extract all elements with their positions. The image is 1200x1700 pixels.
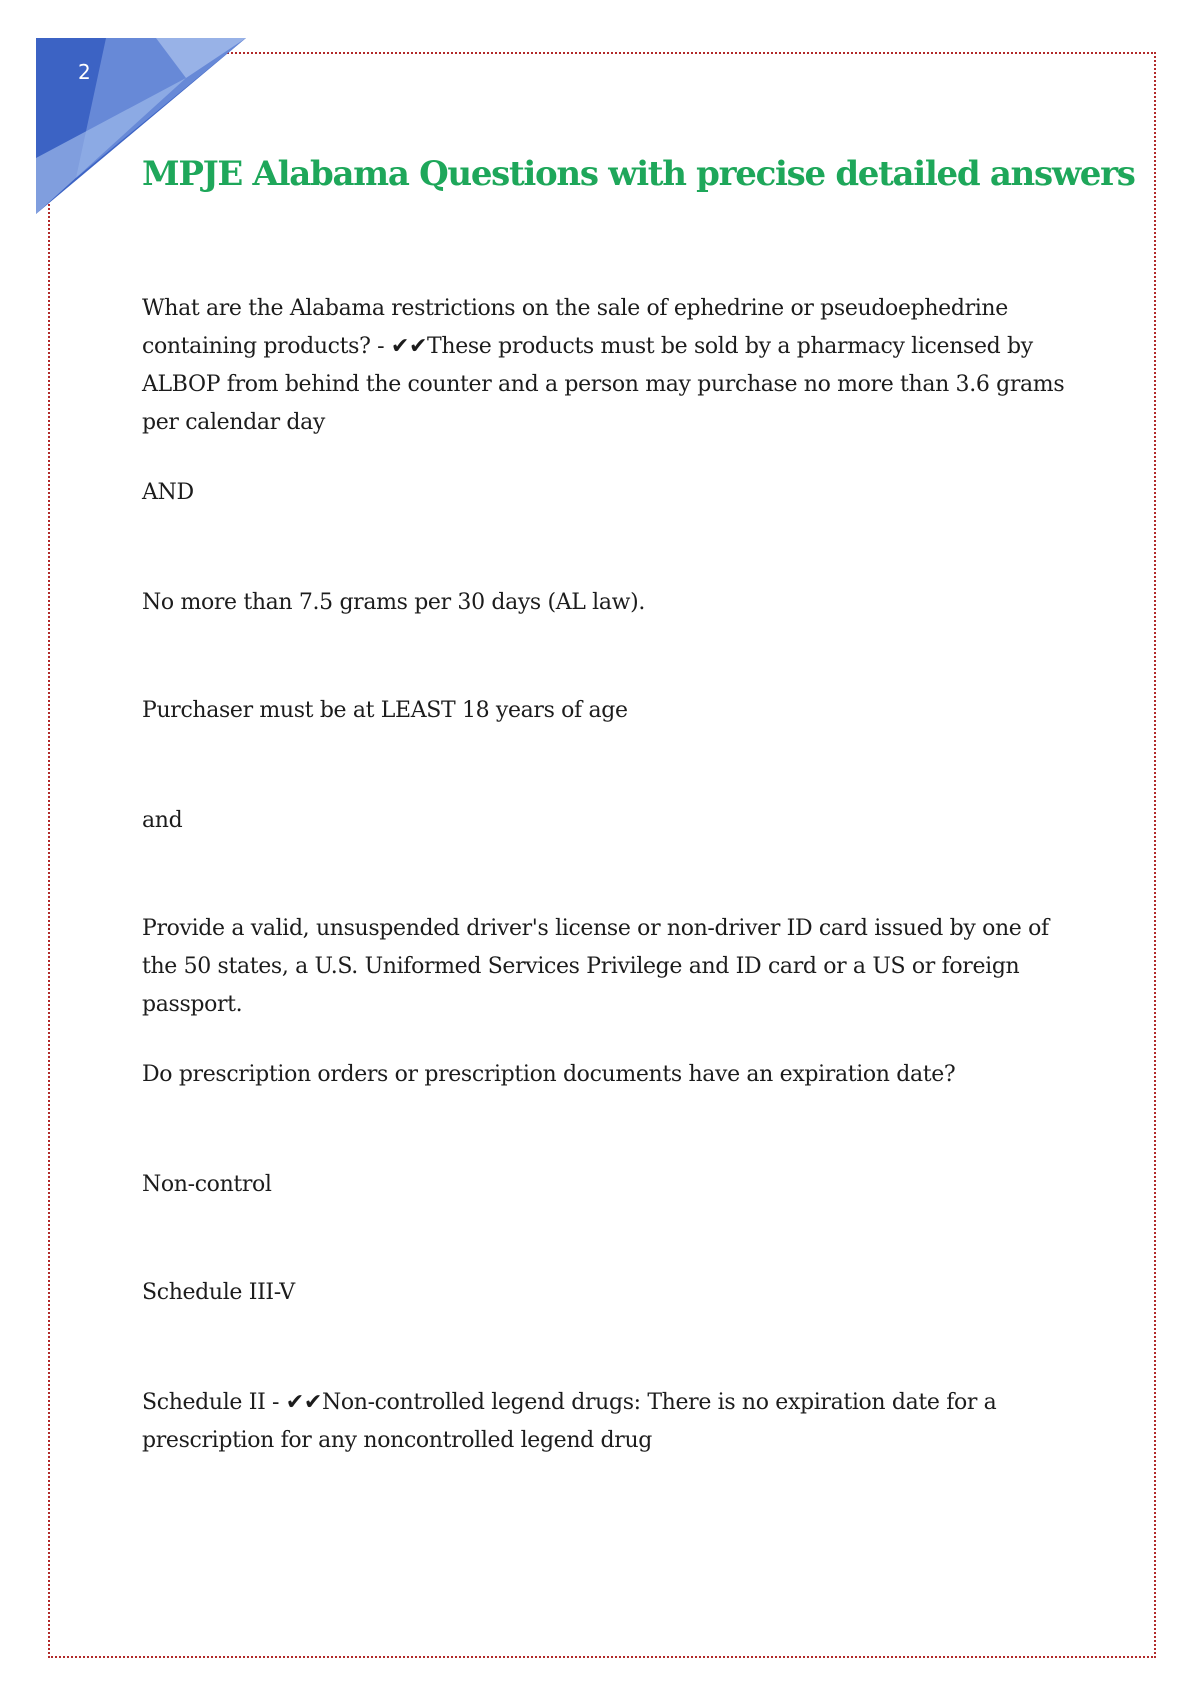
- paragraph-schedule-2-answer: Schedule II - ✔✔Non-controlled legend drugs: There is no expiration date for a prescription for any noncontrolled legend drug: [142, 1390, 997, 1453]
- paragraph-age-requirement: Purchaser must be at LEAST 18 years of age: [142, 698, 628, 723]
- page-number: 2: [78, 60, 91, 84]
- paragraph-non-control: Non-control: [142, 1172, 272, 1197]
- paragraph-and-upper: AND: [142, 480, 194, 505]
- paragraph-30-day-limit: No more than 7.5 grams per 30 days (AL law).: [142, 590, 645, 615]
- paragraph-question-1: What are the Alabama restrictions on the sale of ephedrine or pseudoephedrine containing products? - ✔✔These products must be sold by a pharmacy licensed by ALBOP from behind the counter and a person may purchase no more than 3.6 grams per calendar day: [142, 296, 1065, 435]
- paragraph-question-2: Do prescription orders or prescription documents have an expiration date?: [142, 1062, 956, 1087]
- paragraph-and-lower: and: [142, 808, 183, 833]
- document-title: MPJE Alabama Questions with precise detailed answers: [142, 154, 1135, 194]
- paragraph-schedule-3-5: Schedule III-V: [142, 1280, 295, 1305]
- paragraph-id-requirement: Provide a valid, unsuspended driver's license or non-driver ID card issued by one of the 50 states, a U.S. Uniformed Services Privilege and ID card or a US or foreign passport.: [142, 916, 1049, 1017]
